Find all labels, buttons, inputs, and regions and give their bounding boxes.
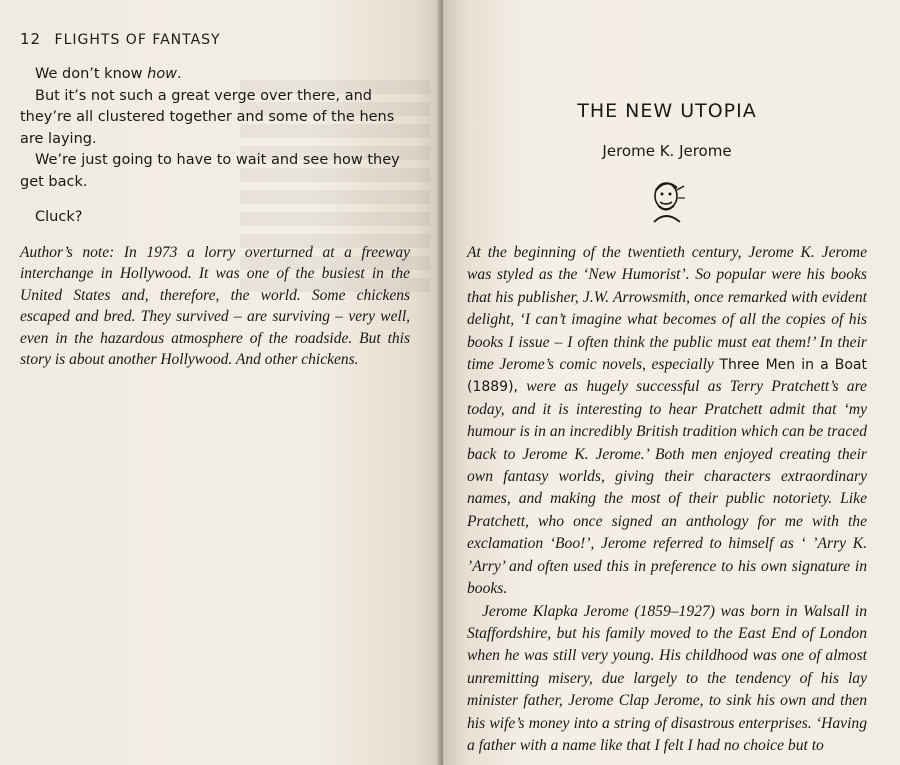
- portrait-sketch-icon: [644, 176, 690, 226]
- paragraph: But it’s not such a great verge over there, and they’re all clustered together and some of the hens are laying.: [20, 87, 395, 147]
- book-title-header: FLIGHTS OF FANTASY: [54, 32, 221, 48]
- intro-paragraph: At the beginning of the twentieth century, Jerome K. Jerome was styled as the ‘New Humorist’. So popular were his books that his publisher, J.W. Arrowsmith, once remarked with evident delight, ‘I can’t imagine what becomes of all the copies of his books I issue – I often think the public must eat them!’ In their time Jerome’s comic novels, especially Three Men in a Boat (1889), were as hugely successful as Terry Pratchett’s are today, and it is interesting to hear Pratchett admit that ‘my humour is in an incredibly British tradition which can be traced back to Jerome K. Jerome.’ Both men enjoyed creating their own fantasy worlds, giving their characters extraordinary names, and making the most of their public notoriety. Like Pratchett, who once signed an anthology for me with the exclamation ‘Boo!’, Jerome referred to himself as ‘ ’Arry K. ’Arry’ and often used this in preference to his own signature in books.: [467, 244, 867, 598]
- right-page: [443, 0, 900, 765]
- biography-paragraph: Jerome Klapka Jerome (1859–1927) was born in Walsall in Staffordshire, but his family moved to the East End of London when he was still very young. His childhood was one of almost unremitting misery, due largely to the tendency of his lay minister father, Jerome Clap Jerome, to sink his own and then his wife’s money into a string of disastrous enterprises. ‘Having a father with a name like that I felt I had no choice but to: [467, 602, 867, 754]
- paragraph: We’re just going to have to wait and see how they get back.: [20, 152, 400, 190]
- story-author: Jerome K. Jerome: [602, 142, 732, 160]
- story-title: THE NEW UTOPIA: [577, 100, 757, 122]
- paragraph: Cluck?: [35, 209, 83, 225]
- running-head: [20, 30, 221, 48]
- left-page: [0, 0, 443, 765]
- page-number: 12: [20, 30, 42, 48]
- left-text-column: [20, 64, 410, 371]
- author-note: Author’s note: In 1973 a lorry overturned at a freeway interchange in Hollywood. It was one of the busiest in the United States and, therefore, the world. Some chickens escaped and bred. They survived – are surviving – very well, even in the hazardous atmosphere of the roadside. But this story is about another Hollywood. And other chickens.: [20, 243, 410, 368]
- paragraph: We don’t know how.: [35, 66, 182, 82]
- right-text-column: [467, 100, 867, 757]
